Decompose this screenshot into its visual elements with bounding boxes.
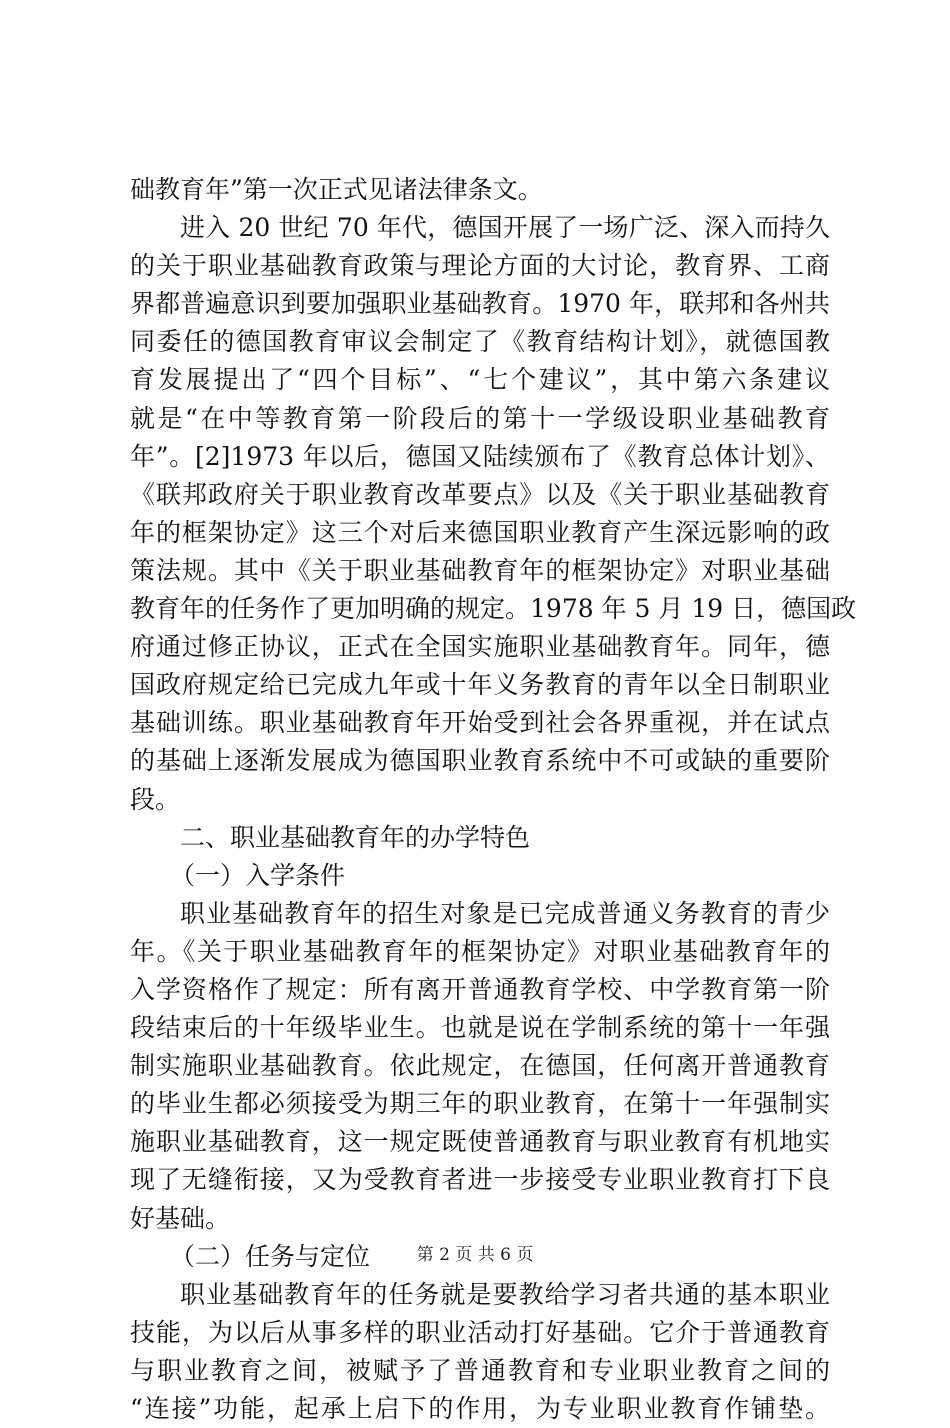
text-line: 好基础。 [130, 1203, 231, 1233]
subsection-heading: （二）任务与定位 [170, 1241, 371, 1271]
text-line: 的毕业生都必须接受为期三年的职业教育，在第十一年强制实 [130, 1089, 830, 1119]
text-line: 制实施职业基础教育。依此规定，在德国，任何离开普通教育 [130, 1051, 830, 1081]
text-line: 同委任的德国教育审议会制定了《教育结构计划》，就德国教 [130, 327, 830, 357]
text-line: 段。 [130, 784, 181, 814]
text-line: 职业基础教育年的任务就是要教给学习者共通的基本职业 [180, 1279, 830, 1309]
text-line: 入学资格作了规定：所有离开普通教育学校、中学教育第一阶 [130, 974, 830, 1004]
text-line: 的基础上逐渐发展成为德国职业教育系统中不可或缺的重要阶 [130, 746, 830, 776]
text-line: 育发展提出了“四个目标”、“七个建议”，其中第六条建议 [130, 365, 830, 395]
text-line: 年的框架协定》这三个对后来德国职业教育产生深远影响的政 [130, 517, 830, 547]
text-line: 段结束后的十年级毕业生。也就是说在学制系统的第十一年强 [130, 1013, 830, 1043]
subsection-heading: （一）入学条件 [170, 860, 346, 890]
text-line: 职业基础教育年的招生对象是已完成普通义务教育的青少 [180, 898, 830, 928]
text-line: “连接”功能，起承上启下的作用，为专业职业教育作铺垫。 [130, 1394, 830, 1423]
text-line: 基础训练。职业基础教育年开始受到社会各界重视，并在试点 [130, 708, 830, 738]
text-line: 界都普遍意识到要加强职业基础教育。1970 年，联邦和各州共 [130, 289, 830, 319]
text-line: 进入 20 世纪 70 年代，德国开展了一场广泛、深入而持久 [180, 213, 830, 243]
text-line: 与职业教育之间，被赋予了普通教育和专业职业教育之间的 [130, 1355, 830, 1385]
text-line: 年。《关于职业基础教育年的框架协定》对职业基础教育年的 [130, 936, 830, 966]
text-line: 技能，为以后从事多样的职业活动打好基础。它介于普通教育 [130, 1317, 830, 1347]
text-line: 现了无缝衔接，又为受教育者进一步接受专业职业教育打下良 [130, 1165, 830, 1195]
text-line: 就是“在中等教育第一阶段后的第十一学级设职业基础教育 [130, 403, 830, 433]
page-number-footer: 第 2 页 共 6 页 [416, 1245, 534, 1265]
text-line: 国政府规定给已完成九年或十年义务教育的青年以全日制职业 [130, 670, 830, 700]
text-line: 年”。[2]1973 年以后，德国又陆续颁布了《教育总体计划》、 [130, 441, 830, 471]
text-line: 施职业基础教育，这一规定既使普通教育与职业教育有机地实 [130, 1127, 830, 1157]
text-line: 《联邦政府关于职业教育改革要点》以及《关于职业基础教育 [130, 479, 830, 509]
text-line: 教育年的任务作了更加明确的规定。1978 年 5 月 19 日，德国政 [130, 594, 857, 624]
text-line: 策法规。其中《关于职业基础教育年的框架协定》对职业基础 [130, 555, 830, 585]
text-line: 础教育年”第一次正式见诸法律条文。 [130, 175, 543, 204]
text-line: 的关于职业基础教育政策与理论方面的大讨论，教育界、工商 [130, 251, 830, 281]
text-line: 府通过修正协议，正式在全国实施职业基础教育年。同年，德 [130, 632, 830, 662]
section-heading: 二、职业基础教育年的办学特色 [180, 822, 531, 852]
